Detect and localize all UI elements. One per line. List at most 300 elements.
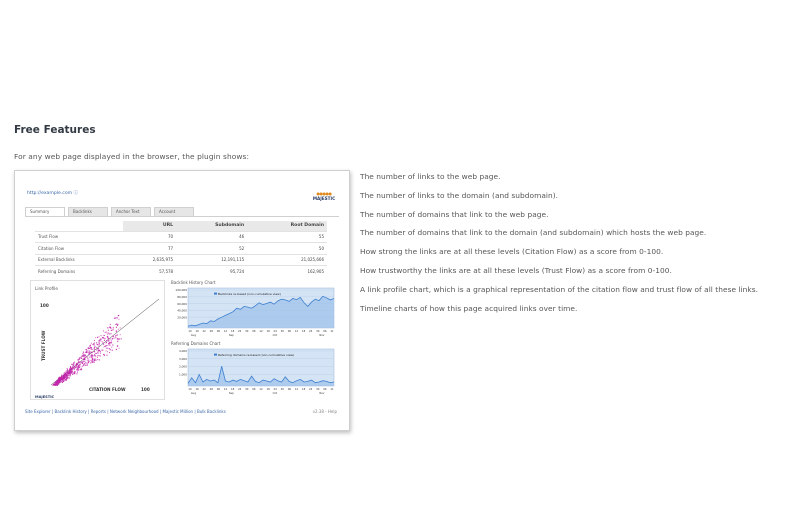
scatter-point xyxy=(115,335,116,336)
scatter-point xyxy=(105,342,106,343)
scatter-point xyxy=(74,372,75,373)
scatter-point xyxy=(87,364,88,365)
scatter-point xyxy=(85,365,86,366)
scatter-point xyxy=(68,378,69,379)
scatter-point xyxy=(93,361,94,362)
scatter-point xyxy=(104,340,105,341)
scatter-point xyxy=(81,358,82,359)
x-tick-label: 28 xyxy=(209,330,213,333)
scatter-point xyxy=(53,384,54,385)
x-tick-label: 10 xyxy=(188,330,192,333)
scatter-point xyxy=(62,379,63,380)
scatter-point xyxy=(61,375,62,376)
scatter-point xyxy=(92,355,93,356)
month-label: Aug xyxy=(190,334,196,337)
scatter-point xyxy=(70,367,71,368)
scatter-point xyxy=(76,363,77,364)
y-tick-label: 3,000 xyxy=(178,356,187,361)
chart-legend: Referring domains re-based (non-cumulative view) xyxy=(218,353,295,357)
scatter-point xyxy=(110,333,111,334)
scatter-point xyxy=(94,349,95,350)
scatter-point xyxy=(117,334,118,335)
scatter-point xyxy=(79,357,80,358)
x-tick-label: 30 xyxy=(280,388,284,391)
scatter-point xyxy=(58,381,59,382)
scatter-point xyxy=(71,371,72,372)
x-tick-label: 22 xyxy=(202,388,206,391)
scatter-point xyxy=(65,375,66,376)
scatter-point xyxy=(111,330,112,331)
scatter-point xyxy=(100,339,101,340)
x-tick-label: 24 xyxy=(273,330,277,333)
scatter-point xyxy=(99,359,100,360)
scatter-point xyxy=(73,368,74,369)
scatter-point xyxy=(57,384,58,385)
scatter-point xyxy=(110,338,111,339)
scatter-point xyxy=(103,346,104,347)
scatter-point xyxy=(100,355,101,356)
table-header: URL xyxy=(123,221,176,231)
scatter-point xyxy=(86,349,87,350)
scatter-point xyxy=(110,327,111,328)
logo-text: MAJESTIC xyxy=(312,196,336,201)
scatter-point xyxy=(89,354,90,355)
x-tick-label: 24 xyxy=(273,388,277,391)
scatter-point xyxy=(76,364,77,365)
scatter-point xyxy=(117,339,118,340)
x-tick-label: 30 xyxy=(245,330,249,333)
x-tick-label: 06 xyxy=(287,330,292,333)
table-cell: 55 xyxy=(247,231,327,243)
month-label: Nov xyxy=(319,392,325,395)
legend-swatch xyxy=(214,354,217,356)
scatter-point xyxy=(108,338,109,339)
scatter-point xyxy=(109,333,110,334)
scatter-point xyxy=(106,350,107,351)
scatter-point xyxy=(83,361,84,362)
feature-list xyxy=(360,172,758,322)
scatter-point xyxy=(98,350,99,351)
table-cell: 50 xyxy=(247,243,327,255)
scatter-point xyxy=(82,355,83,356)
scatter-point xyxy=(112,329,113,330)
x-tick-label: 06 xyxy=(323,388,327,391)
scatter-point xyxy=(117,325,118,326)
scatter-point xyxy=(82,353,83,354)
scatter-point xyxy=(111,340,112,341)
scatter-point xyxy=(84,354,85,355)
table-cell: 70 xyxy=(123,231,176,243)
scatter-point xyxy=(90,345,91,346)
scatter-point xyxy=(92,360,93,361)
scatter-point xyxy=(95,337,96,338)
scatter-point xyxy=(58,378,59,379)
scatter-point xyxy=(74,366,75,367)
scatter-point xyxy=(107,345,108,346)
x-tick-label: 12 xyxy=(259,330,263,333)
link-profile-title: Link Profile xyxy=(35,286,58,291)
list-item: The number of domains that link to the domain (and subdomain) which hosts the web page. xyxy=(360,228,707,238)
scatter-point xyxy=(94,360,95,361)
tab-account[interactable]: Account xyxy=(154,207,194,217)
scatter-point xyxy=(109,348,110,349)
scatter-point xyxy=(67,373,68,374)
scatter-point xyxy=(64,376,65,377)
x-tick-label: 06 xyxy=(216,388,221,391)
scatter-point xyxy=(96,360,97,361)
scatter-point xyxy=(66,377,67,378)
link-profile-chart xyxy=(31,281,166,401)
scatter-point xyxy=(94,340,95,341)
scatter-point xyxy=(116,331,117,332)
scatter-point xyxy=(95,353,96,354)
scatter-point xyxy=(116,327,117,328)
scatter-point xyxy=(92,352,93,353)
scatter-point xyxy=(104,335,105,336)
row-label: Referring Domains xyxy=(35,266,123,278)
page-title: Free Features xyxy=(14,124,96,136)
scatter-point xyxy=(56,381,57,382)
scatter-point xyxy=(112,345,113,346)
x-tick-label: 24 xyxy=(238,388,242,391)
chart-legend: Backlinks re-based (non-cumulative view) xyxy=(218,292,281,296)
scatter-point xyxy=(77,363,78,364)
tab-summary[interactable]: Summary xyxy=(25,207,65,217)
scatter-point xyxy=(108,340,109,341)
scatter-point xyxy=(78,361,79,362)
scatter-point xyxy=(97,359,98,360)
scatter-point xyxy=(72,374,73,375)
scatter-point xyxy=(60,382,61,383)
scatter-point xyxy=(70,372,71,373)
scatter-point xyxy=(79,359,80,360)
x-tick-label: 12 xyxy=(294,388,299,391)
x-tick-label: 12 xyxy=(223,330,228,333)
scatter-point xyxy=(74,368,75,369)
metrics-table xyxy=(35,221,327,277)
scatter-point xyxy=(110,345,111,346)
scatter-point xyxy=(108,343,109,344)
x-tick-label: 12 xyxy=(223,388,228,391)
scatter-point xyxy=(105,332,106,333)
table-row xyxy=(35,231,327,243)
scatter-point xyxy=(94,354,95,355)
scatter-point xyxy=(61,376,62,377)
scatter-point xyxy=(102,350,103,351)
scatter-point xyxy=(97,352,98,353)
scatter-point xyxy=(107,351,108,352)
scatter-point xyxy=(94,345,95,346)
scatter-point xyxy=(90,360,91,361)
scatter-point xyxy=(71,364,72,365)
list-item: A link profile chart, which is a graphical representation of the citation flow and trust flow of all these links. xyxy=(360,284,759,294)
scatter-point xyxy=(120,327,121,328)
scatter-point xyxy=(97,355,98,356)
majestic-logo xyxy=(311,191,337,205)
x-tick-label: 28 xyxy=(209,388,213,391)
scatter-point xyxy=(105,346,106,347)
y-tick-label: 100,000 xyxy=(175,288,187,293)
row-label: Trust Flow xyxy=(35,231,123,243)
scatter-point xyxy=(77,366,78,367)
scatter-point xyxy=(55,385,56,386)
scatter-point xyxy=(72,369,73,370)
scatter-point xyxy=(102,341,103,342)
backlink-history-title: Backlink History Chart xyxy=(171,280,216,285)
month-label: Nov xyxy=(319,334,325,337)
x-tick-label: 18 xyxy=(301,388,306,391)
scatter-point xyxy=(80,364,81,365)
scatter-point xyxy=(63,377,64,378)
scatter-point xyxy=(61,381,62,382)
scatter-point xyxy=(98,353,99,354)
x-tick-label: 18 xyxy=(230,330,235,333)
month-label: Oct xyxy=(272,392,278,395)
scatter-point xyxy=(114,318,115,319)
scatter-point xyxy=(78,367,79,368)
scatter-point xyxy=(98,340,99,341)
scatter-point xyxy=(83,356,84,357)
y-axis-label: TRUST FLOW xyxy=(41,330,46,361)
tab-anchor-text[interactable]: Anchor Text xyxy=(111,207,151,217)
table-header: Subdomain xyxy=(176,221,247,231)
scatter-point xyxy=(114,338,115,339)
scatter-point xyxy=(106,340,107,341)
x-tick-label: 18 xyxy=(230,388,235,391)
x-max-label: 100 xyxy=(141,387,150,392)
scatter-point xyxy=(108,341,109,342)
scatter-point xyxy=(94,347,95,348)
footer-version[interactable]: v2.38 - Help xyxy=(312,409,337,414)
scatter-point xyxy=(64,374,65,375)
x-tick-label: 12 xyxy=(259,388,263,391)
list-item: The number of domains that link to the web page. xyxy=(360,209,549,219)
y-tick-label: 40,000 xyxy=(177,308,187,313)
y-tick-label: 20,000 xyxy=(177,315,187,320)
x-tick-label: 24 xyxy=(309,388,313,391)
scatter-point xyxy=(100,338,101,339)
x-tick-label: 06 xyxy=(287,388,292,391)
footer-links[interactable]: Site Explorer | Backlink History | Reports | Network Neighbourhood | Majestic Million | Bulk Backlinks xyxy=(25,409,226,414)
table-header xyxy=(35,221,123,231)
scatter-point xyxy=(99,342,100,343)
row-label: External Backlinks xyxy=(35,254,123,266)
scatter-point xyxy=(87,358,88,359)
referring-domains-title: Referring Domains Chart xyxy=(171,341,221,346)
legend-swatch xyxy=(214,293,217,295)
x-tick-label: 22 xyxy=(202,330,206,333)
scatter-point xyxy=(75,367,76,368)
scatter-point xyxy=(80,370,81,371)
url-text[interactable]: http://example.com xyxy=(27,191,73,196)
scatter-point xyxy=(83,364,84,365)
scatter-point xyxy=(121,338,122,339)
scatter-point xyxy=(90,362,91,363)
scatter-point xyxy=(76,373,77,374)
scatter-point xyxy=(77,372,78,373)
scatter-point xyxy=(116,349,117,350)
y-tick-label: 2,000 xyxy=(178,364,187,369)
x-tick-label: 11 xyxy=(330,388,334,391)
scatter-point xyxy=(63,378,64,379)
scatter-point xyxy=(79,365,80,366)
scatter-point xyxy=(118,315,119,316)
scatter-point xyxy=(118,329,119,330)
scatter-point xyxy=(103,338,104,339)
scatter-point xyxy=(109,352,110,353)
scatter-point xyxy=(96,347,97,348)
scatter-point xyxy=(117,346,118,347)
table-row xyxy=(35,266,327,278)
y-tick-label: 60,000 xyxy=(177,301,187,306)
scatter-point xyxy=(66,376,67,377)
scatter-point xyxy=(110,349,111,350)
scatter-point xyxy=(64,378,65,379)
scatter-point xyxy=(103,330,104,331)
scatter-point xyxy=(92,361,93,362)
x-axis-label: CITATION FLOW xyxy=(89,387,126,392)
scatter-point xyxy=(88,348,89,349)
scatter-point xyxy=(86,351,87,352)
scatter-point xyxy=(99,346,100,347)
x-tick-label: 06 xyxy=(216,330,221,333)
plugin-panel xyxy=(21,177,343,424)
scatter-point xyxy=(108,339,109,340)
scatter-point xyxy=(119,339,120,340)
scatter-point xyxy=(58,382,59,383)
scatter-point xyxy=(63,373,64,374)
scatter-point xyxy=(64,375,65,376)
scatter-point xyxy=(106,348,107,349)
x-tick-label: 24 xyxy=(309,330,313,333)
tab-divider xyxy=(25,216,339,217)
list-item: The number of links to the domain (and subdomain). xyxy=(360,190,559,200)
scatter-point xyxy=(68,375,69,376)
chart-logo: MAJESTIC xyxy=(35,395,55,399)
scatter-point xyxy=(107,337,108,338)
y-tick-label: 1,000 xyxy=(178,372,187,377)
scatter-point xyxy=(69,373,70,374)
scatter-point xyxy=(96,342,97,343)
scatter-point xyxy=(96,353,97,354)
plugin-screenshot xyxy=(14,170,350,431)
x-tick-label: 06 xyxy=(252,388,256,391)
scatter-point xyxy=(94,351,95,352)
x-tick-label: 18 xyxy=(266,388,270,391)
scatter-points xyxy=(53,315,122,386)
scatter-point xyxy=(91,347,92,348)
scatter-point xyxy=(95,358,96,359)
scatter-point xyxy=(62,380,63,381)
scatter-point xyxy=(74,362,75,363)
scatter-point xyxy=(86,356,87,357)
link-profile-panel xyxy=(30,280,165,400)
scatter-point xyxy=(57,385,58,386)
scatter-point xyxy=(72,364,73,365)
scatter-point xyxy=(59,380,60,381)
list-item: How trustworthy the links are at all these levels (Trust Flow) as a score from 0-100. xyxy=(360,265,672,275)
scatter-point xyxy=(84,358,85,359)
x-tick-label: 11 xyxy=(330,330,334,333)
scatter-point xyxy=(108,330,109,331)
scatter-point xyxy=(85,352,86,353)
x-tick-label: 30 xyxy=(245,388,249,391)
scatter-point xyxy=(55,381,56,382)
scatter-point xyxy=(99,350,100,351)
scatter-point xyxy=(113,336,114,337)
scatter-point xyxy=(70,370,71,371)
info-icon: ⓘ xyxy=(73,191,79,196)
scatter-point xyxy=(115,337,116,338)
x-tick-label: 18 xyxy=(301,330,306,333)
scatter-point xyxy=(96,350,97,351)
scatter-point xyxy=(103,342,104,343)
scatter-point xyxy=(98,349,99,350)
scatter-point xyxy=(99,343,100,344)
scatter-point xyxy=(103,354,104,355)
scatter-point xyxy=(70,366,71,367)
scatter-point xyxy=(97,344,98,345)
scatter-point xyxy=(95,346,96,347)
scatter-point xyxy=(99,340,100,341)
scatter-point xyxy=(107,327,108,328)
scatter-point xyxy=(117,324,118,325)
scatter-point xyxy=(108,332,109,333)
scatter-point xyxy=(56,383,57,384)
table-header-row xyxy=(35,221,327,231)
scatter-point xyxy=(91,343,92,344)
list-item: The number of links to the web page. xyxy=(360,172,501,181)
scatter-point xyxy=(87,363,88,364)
x-tick-label: 24 xyxy=(238,330,242,333)
x-tick-label: 10 xyxy=(188,388,192,391)
scatter-point xyxy=(120,334,121,335)
scatter-point xyxy=(82,356,83,357)
scatter-point xyxy=(85,362,86,363)
x-tick-label: 06 xyxy=(252,330,256,333)
scatter-point xyxy=(99,336,100,337)
scatter-point xyxy=(111,347,112,348)
scatter-point xyxy=(69,371,70,372)
scatter-point xyxy=(89,353,90,354)
month-label: Sep xyxy=(228,334,234,337)
x-tick-label: 06 xyxy=(323,330,327,333)
scatter-point xyxy=(99,355,100,356)
scatter-point xyxy=(106,355,107,356)
scatter-point xyxy=(84,359,85,360)
scatter-point xyxy=(83,365,84,366)
table-cell: 95,724 xyxy=(176,266,247,278)
scatter-point xyxy=(97,337,98,338)
scatter-point xyxy=(67,376,68,377)
scatter-point xyxy=(87,360,88,361)
tab-backlinks[interactable]: Backlinks xyxy=(68,207,108,217)
scatter-point xyxy=(88,360,89,361)
url-link[interactable] xyxy=(27,190,78,196)
scatter-point xyxy=(119,348,120,349)
scatter-point xyxy=(80,361,81,362)
table-cell: 77 xyxy=(123,243,176,255)
scatter-point xyxy=(72,368,73,369)
scatter-point xyxy=(112,338,113,339)
scatter-point xyxy=(107,334,108,335)
table-cell: 57,578 xyxy=(123,266,176,278)
scatter-point xyxy=(67,368,68,369)
scatter-point xyxy=(111,342,112,343)
scatter-point xyxy=(112,350,113,351)
scatter-point xyxy=(92,357,93,358)
table-cell: 21,025,666 xyxy=(247,254,327,266)
